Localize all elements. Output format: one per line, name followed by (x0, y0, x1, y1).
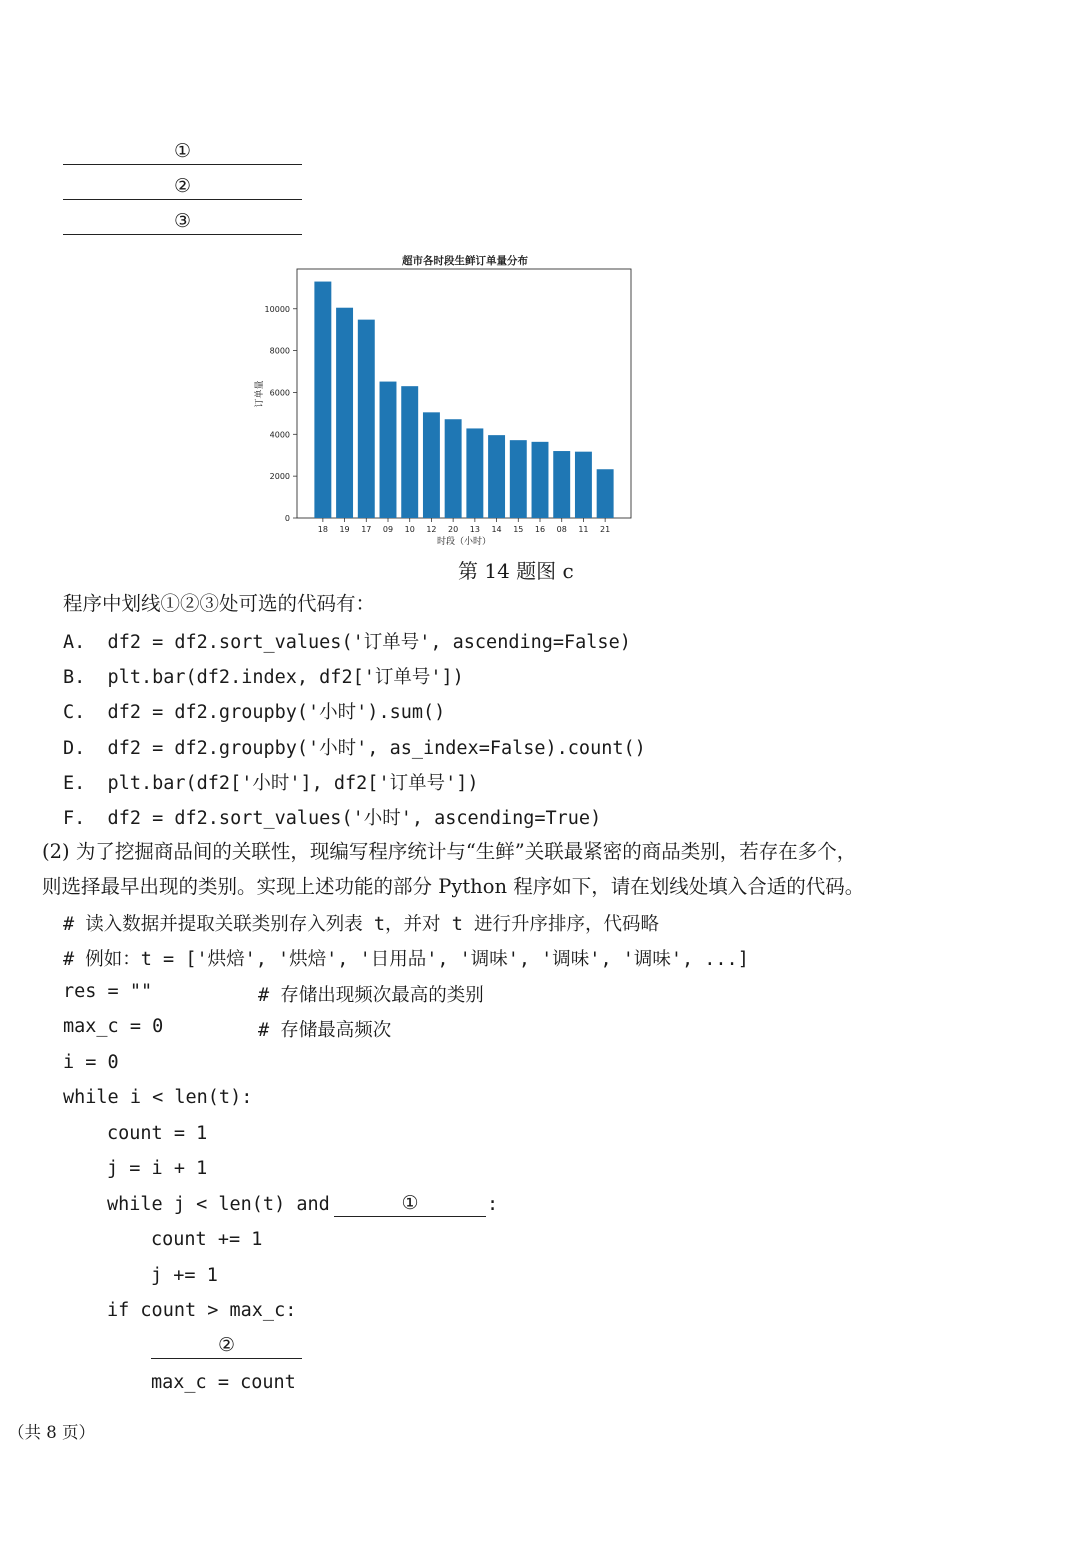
answer-blank-1 (63, 140, 302, 165)
option-a: A. df2 = df2.sort_values('订单号', ascending=False) (63, 632, 631, 653)
code-while-outer: while i < len(t): (63, 1087, 253, 1108)
bar (597, 469, 614, 518)
y-tick-label: 10000 (264, 304, 290, 314)
blank-marker: ② (217, 1334, 236, 1356)
option-c: C. df2 = df2.groupby('小时').sum() (63, 702, 446, 723)
x-tick-label: 21 (600, 525, 611, 534)
bar (575, 452, 592, 518)
y-axis-label: 订单量 (255, 380, 265, 408)
blank-marker: ② (173, 175, 192, 197)
code-comment-2: # 例如：t = ['烘焙', '烘焙', '日用品', '调味', '调味', '调味', ...] (63, 949, 749, 970)
bar (553, 451, 570, 518)
blank-marker: ① (401, 1192, 419, 1214)
x-tick-label: 14 (491, 525, 502, 534)
chart-title: 超市各时段生鲜订单量分布 (402, 255, 528, 267)
figure-caption: 第 14 题图 c (458, 559, 574, 583)
x-tick-label: 15 (513, 525, 524, 534)
bar (466, 428, 483, 518)
code-if: if count > max_c: (107, 1300, 297, 1321)
bar-chart (250, 248, 650, 550)
x-tick-label: 11 (578, 525, 589, 534)
x-tick-label: 10 (404, 525, 415, 534)
code-j-init: j = i + 1 (107, 1158, 208, 1179)
code-j-inc: j += 1 (151, 1265, 218, 1286)
x-tick-label: 19 (339, 525, 350, 534)
y-tick-label: 0 (284, 514, 290, 523)
code-i: i = 0 (63, 1052, 119, 1073)
y-axis (265, 305, 297, 523)
bar (380, 382, 397, 518)
bar (532, 442, 549, 518)
option-f: F. df2 = df2.sort_values('小时', ascending=True) (63, 808, 602, 829)
code-maxc: max_c = 0 (63, 1016, 164, 1037)
code-maxc-comment: # 存储最高频次 (258, 1020, 392, 1041)
bar (445, 419, 462, 518)
y-tick-label: 4000 (269, 430, 290, 440)
bar (314, 282, 331, 518)
x-tick-label: 17 (361, 525, 372, 534)
y-tick-label: 2000 (269, 472, 290, 482)
x-axis-label: 时段（小时） (436, 537, 492, 547)
x-tick-label: 18 (317, 525, 328, 534)
code-colon: : (487, 1194, 499, 1215)
bar (358, 320, 375, 518)
question-2-line-1: (2) 为了挖掘商品间的关联性，现编写程序统计与“生鲜”关联最紧密的商品类别，若存在多个， (42, 840, 857, 863)
bar (423, 412, 440, 518)
option-e: E. plt.bar(df2['小时'], df2['订单号']) (63, 773, 479, 794)
bar (510, 440, 527, 518)
page-footer: （共 8 页） (8, 1423, 95, 1442)
code-count-init: count = 1 (107, 1123, 208, 1144)
code-while-inner: while j < len(t) and (107, 1194, 330, 1215)
x-tick-label: 13 (469, 525, 480, 534)
code-maxc-assign: max_c = count (151, 1372, 296, 1393)
bar (336, 308, 353, 518)
blank-marker: ① (173, 140, 192, 162)
code-blank-2 (151, 1334, 302, 1359)
code-res: res = "" (63, 981, 153, 1002)
option-d: D. df2 = df2.groupby('小时', as_index=False).count() (63, 738, 646, 759)
code-blank-1 (334, 1192, 486, 1217)
answer-blank-2 (63, 175, 302, 200)
blank-marker: ③ (173, 210, 192, 232)
y-tick-label: 8000 (269, 346, 290, 356)
x-tick-label: 08 (556, 525, 567, 534)
x-axis (318, 518, 610, 534)
option-b: B. plt.bar(df2.index, df2['订单号']) (63, 667, 464, 688)
bar (488, 435, 505, 518)
code-res-comment: # 存储出现频次最高的类别 (258, 985, 484, 1006)
y-tick-label: 6000 (269, 388, 290, 398)
bars (314, 282, 613, 518)
code-count-inc: count += 1 (151, 1229, 263, 1250)
code-comment-1: # 读入数据并提取关联类别存入列表 t，并对 t 进行升序排序，代码略 (63, 914, 659, 935)
x-tick-label: 20 (448, 525, 459, 534)
x-tick-label: 12 (426, 525, 437, 534)
options-intro: 程序中划线①②③处可选的代码有： (63, 592, 376, 615)
question-2-line-2: 则选择最早出现的类别。实现上述功能的部分 Python 程序如下，请在划线处填入合适的代码。 (42, 875, 865, 898)
x-tick-label: 09 (382, 525, 394, 534)
bar (401, 386, 418, 518)
x-tick-label: 16 (534, 525, 546, 534)
answer-blank-3 (63, 210, 302, 235)
